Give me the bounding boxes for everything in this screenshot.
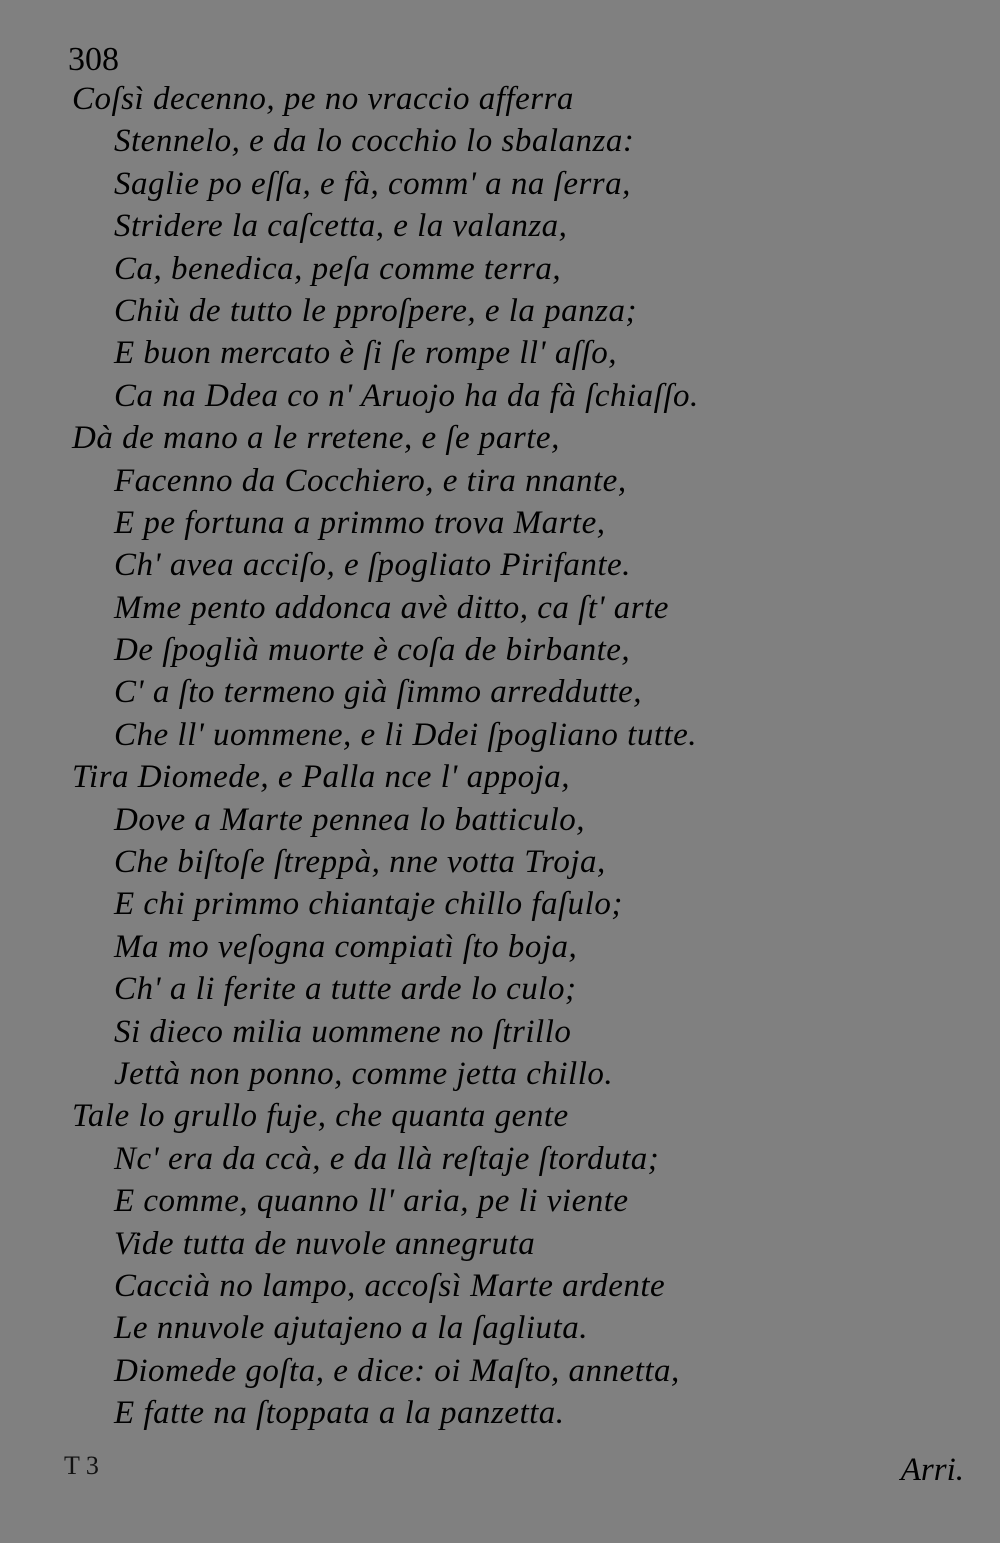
- verse-line: C' a ſto termeno già ſimmo arreddutte,: [114, 674, 643, 711]
- verse-line: Si dieco milia uommene no ſtrillo: [114, 1013, 572, 1050]
- verse-line: Stennelo, e da lo cocchio lo sbalanza:: [114, 123, 635, 160]
- verse-line: Ch' a li ferite a tutte arde lo culo;: [114, 971, 577, 1008]
- verse-line: E fatte na ſtoppata a la panzetta.: [114, 1395, 565, 1432]
- verse-line: Tira Diomede, e Palla nce l' appoja,: [72, 759, 570, 796]
- verse-line: Saglie po eſſa, e fà, comm' a na ſerra,: [114, 165, 631, 202]
- stanza-1: [72, 78, 972, 417]
- verse-line: Ca, benedica, peſa comme terra,: [114, 250, 562, 287]
- verse-line: Che ll' uommene, e li Ddei ſpogliano tutte.: [114, 716, 698, 753]
- stanza-3: [72, 756, 972, 1095]
- verse-line: Le nnuvole ajutajeno a la ſagliuta.: [114, 1310, 588, 1347]
- signature-mark: T 3: [64, 1451, 99, 1480]
- page-number: 308: [68, 41, 119, 78]
- verse-line: Ca na Ddea co n' Aruojo ha da fà ſchiaſſo.: [114, 377, 699, 414]
- verse-line: E chi primmo chiantaje chillo faſulo;: [114, 886, 623, 923]
- stanza-4: [72, 1095, 972, 1434]
- verse-line: Chiù de tutto le pproſpere, e la panza;: [114, 292, 637, 329]
- verse-line: E buon mercato è ſi ſe rompe ll' aſſo,: [114, 335, 617, 372]
- verse-line: Ch' avea acciſo, e ſpogliato Pirifante.: [114, 547, 631, 584]
- verse-line: Ma mo veſogna compiatì ſto boja,: [114, 928, 578, 965]
- verse-line: Nc' era da ccà, e da llà reſtaje ſtorduta;: [114, 1140, 660, 1177]
- verse-line: Coſsì decenno, pe no vraccio afferra: [72, 81, 574, 117]
- verse-line: Facenno da Cocchiero, e tira nnante,: [114, 462, 627, 499]
- verse-line: De ſpoglià muorte è coſa de birbante,: [114, 632, 631, 669]
- verse-line: Tale lo grullo fuje, che quanta gente: [72, 1098, 569, 1135]
- verse-line: Caccià no lampo, accoſsì Marte ardente: [114, 1267, 666, 1304]
- verse-line: E comme, quanno ll' aria, pe li viente: [114, 1183, 629, 1220]
- verse-line: Diomede goſta, e dice: oi Maſto, annetta,: [114, 1352, 680, 1389]
- catchword: Arri.: [900, 1452, 964, 1488]
- verse-line: Che biſtoſe ſtreppà, nne votta Troja,: [114, 844, 606, 881]
- verse-line: E pe fortuna a primmo trova Marte,: [114, 504, 606, 541]
- verse-line: Dà de mano a le rretene, e ſe parte,: [72, 420, 560, 457]
- verse-line: Dove a Marte pennea lo batticulo,: [114, 801, 586, 838]
- verse-line: Stridere la caſcetta, e la valanza,: [114, 208, 568, 245]
- poem-body: [72, 78, 972, 1435]
- verse-line: Vide tutta de nuvole annegruta: [114, 1225, 536, 1262]
- verse-line: Jettà non ponno, comme jetta chillo.: [114, 1055, 614, 1092]
- stanza-2: [72, 417, 972, 756]
- verse-line: Mme pento addonca avè ditto, ca ſt' arte: [114, 589, 669, 626]
